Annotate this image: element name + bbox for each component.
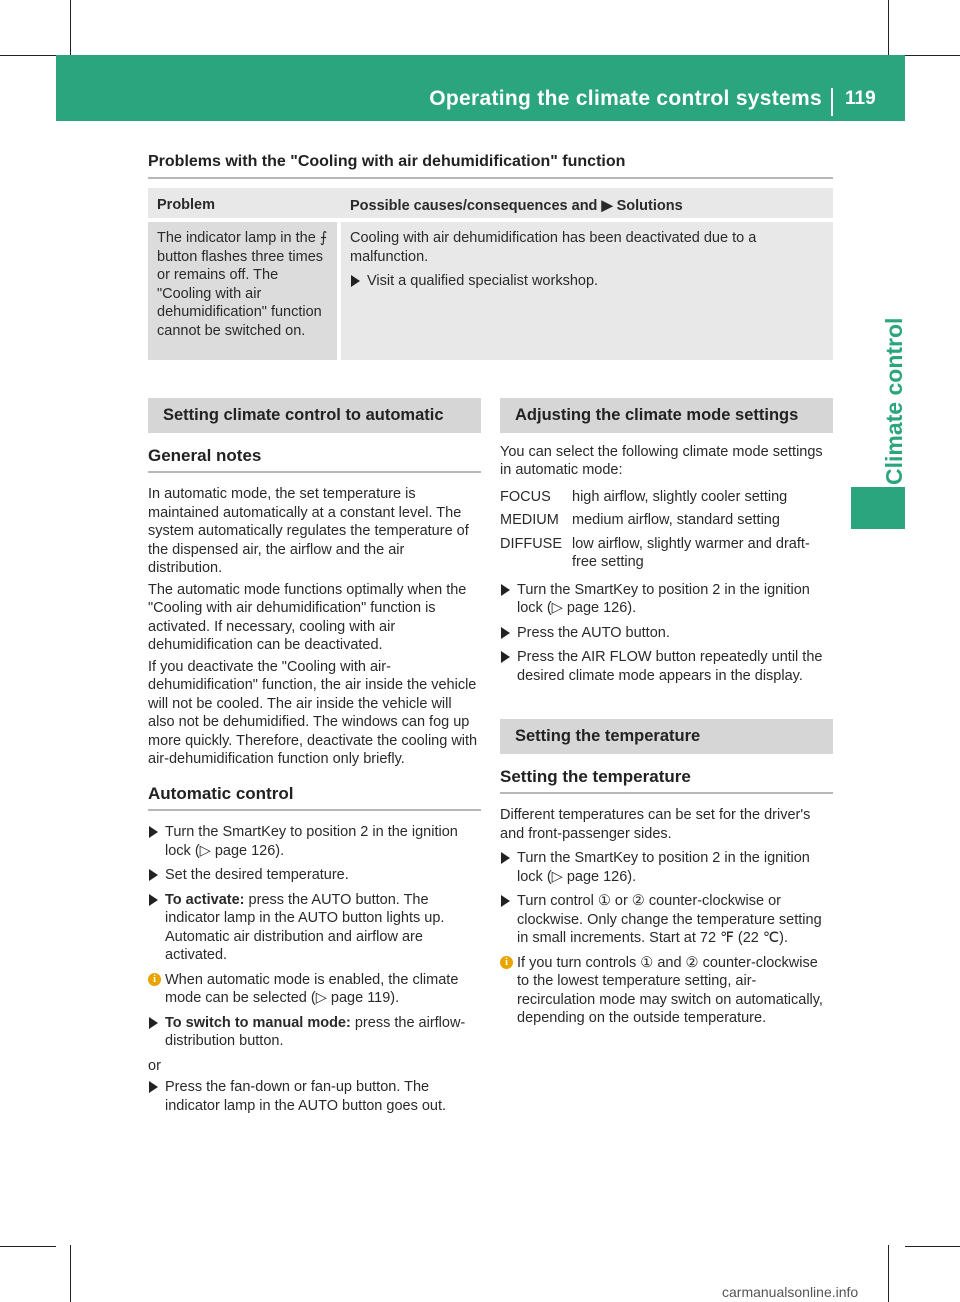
side-tab-label: Climate control [881, 317, 907, 485]
crop-mark [70, 0, 71, 56]
step-text: Press the fan-down or fan-up button. The indicator lamp in the AUTO button goes out. [165, 1079, 447, 1114]
paragraph: If you deactivate the "Cooling with air-dehumidification" function, the air inside the vehicle will not be cooled. The air inside the vehicle will also not be dehumidified. The windows can fog up more quickly. Therefore, deactivate the cooling with air-dehumidification function only briefly. [148, 658, 478, 767]
divider [148, 177, 833, 179]
arrow-icon [149, 869, 158, 881]
watermark: carmanualsonline.info [722, 1284, 859, 1300]
crop-mark [0, 55, 56, 56]
problems-table [148, 188, 833, 360]
mode-row [500, 488, 833, 507]
left-column [148, 398, 481, 1121]
mode-row [500, 535, 833, 572]
step [148, 866, 481, 885]
table-header [148, 188, 833, 218]
step-text: Turn the SmartKey to position 2 in the ignition lock (▷ page 126). [517, 850, 810, 885]
col-solutions: Possible causes/consequences and ▶ Solutions [350, 198, 683, 214]
paragraph: In automatic mode, the set temperature is maintained automatically at a constant level. The system automatically regulates the temperature of the dispensed air, the airflow and the air distribution. [148, 486, 469, 576]
info-icon: i [500, 956, 513, 969]
right-column [500, 398, 833, 1034]
arrow-icon [501, 584, 510, 596]
row-solution-cell [341, 222, 833, 360]
step-bold: To activate: [165, 891, 245, 908]
info-note [500, 954, 833, 1028]
arrow-icon [351, 275, 360, 287]
step-text: Press the AIR FLOW button repeatedly until the desired climate mode appears in the display. [517, 649, 823, 684]
automatic-control-title: Automatic control [148, 785, 481, 812]
arrow-icon [501, 627, 510, 639]
paragraph: Different temperatures can be set for the driver's and front-passenger sides. [500, 807, 811, 842]
arrow-icon [149, 894, 158, 906]
crop-mark [888, 1245, 889, 1302]
mode-value: medium airflow, standard setting [572, 512, 780, 528]
arrow-icon [501, 852, 510, 864]
step [500, 892, 833, 948]
step [148, 823, 481, 860]
arrow-icon [149, 826, 158, 838]
mode-value: low airflow, slightly warmer and draft-free setting [572, 535, 810, 570]
step-text: press the AUTO button. The indicator lamp in the AUTO button lights up. Automatic air distribution and airflow are activated. [165, 891, 445, 963]
temperature-title: Setting the temperature [500, 768, 833, 795]
step-text: press the airflow-distribution button. [165, 1014, 466, 1049]
side-tab-block [851, 487, 905, 529]
arrow-icon [501, 651, 510, 663]
crop-mark [905, 55, 960, 56]
info-icon: i [148, 973, 161, 986]
page-number: 119 [845, 88, 876, 109]
step [500, 648, 833, 685]
paragraph: You can select the following climate mode settings in automatic mode: [500, 443, 823, 478]
step-text: Turn the SmartKey to position 2 in the ignition lock (▷ page 126). [165, 824, 458, 859]
step-bold: To switch to manual mode: [165, 1014, 351, 1031]
page-title: Operating the climate control systems [429, 87, 822, 110]
step [500, 581, 833, 618]
arrow-icon [149, 1017, 158, 1029]
section-box-title: Adjusting the climate mode settings [500, 398, 833, 433]
paragraph: The automatic mode functions optimally when the "Cooling with air dehumidification" function is activated. If necessary, cooling with air dehumidification can be deactivated. [148, 581, 467, 653]
mode-row [500, 511, 833, 530]
section-box-title: Setting climate control to automatic [148, 398, 481, 433]
mode-key: FOCUS [500, 488, 551, 505]
problems-title: Problems with the "Cooling with air dehumidification" function [148, 153, 626, 170]
crop-mark [70, 1245, 71, 1302]
step [148, 1078, 481, 1115]
step [148, 891, 481, 965]
arrow-icon [501, 895, 510, 907]
arrow-icon [149, 1081, 158, 1093]
step-text: Turn the SmartKey to position 2 in the ignition lock (▷ page 126). [517, 581, 810, 616]
step-text: Set the desired temperature. [165, 867, 349, 883]
step [148, 1014, 481, 1051]
info-text: If you turn controls ① and ② counter-clockwise to the lowest temperature setting, air-recirculation mode may switch on automatically, depending on the outside temperature. [517, 954, 823, 1026]
step-text: Press the AUTO button. [517, 624, 670, 641]
step-text: Turn control ① or ② counter-clockwise or clockwise. Only change the temperature setting in small increments. Start at 72 ℉ (22 ℃). [517, 893, 822, 946]
crop-mark [0, 1246, 56, 1247]
info-note [148, 971, 481, 1008]
mode-key: DIFFUSE [500, 535, 563, 552]
step [500, 849, 833, 886]
step [500, 624, 833, 643]
row-cause: Cooling with air dehumidification has been deactivated due to a malfunction. [350, 230, 757, 265]
row-solution [350, 272, 824, 291]
header-divider [831, 88, 833, 116]
table-row [148, 222, 833, 360]
mode-key: MEDIUM [500, 512, 559, 528]
mode-value: high airflow, slightly cooler setting [572, 488, 788, 505]
or-text: or [148, 1057, 161, 1074]
crop-mark [888, 0, 889, 56]
section-box-title: Setting the temperature [500, 719, 833, 754]
row-problem: The indicator lamp in the ⨍ button flashes three times or remains off. The "Cooling with air dehumidification" function cannot be switched on. [148, 222, 337, 360]
crop-mark [905, 1246, 960, 1247]
row-solution-text: Visit a qualified specialist workshop. [367, 273, 599, 289]
general-notes-title: General notes [148, 447, 481, 474]
col-problem: Problem [157, 197, 216, 213]
info-text: When automatic mode is enabled, the climate mode can be selected (▷ page 119). [165, 971, 459, 1006]
